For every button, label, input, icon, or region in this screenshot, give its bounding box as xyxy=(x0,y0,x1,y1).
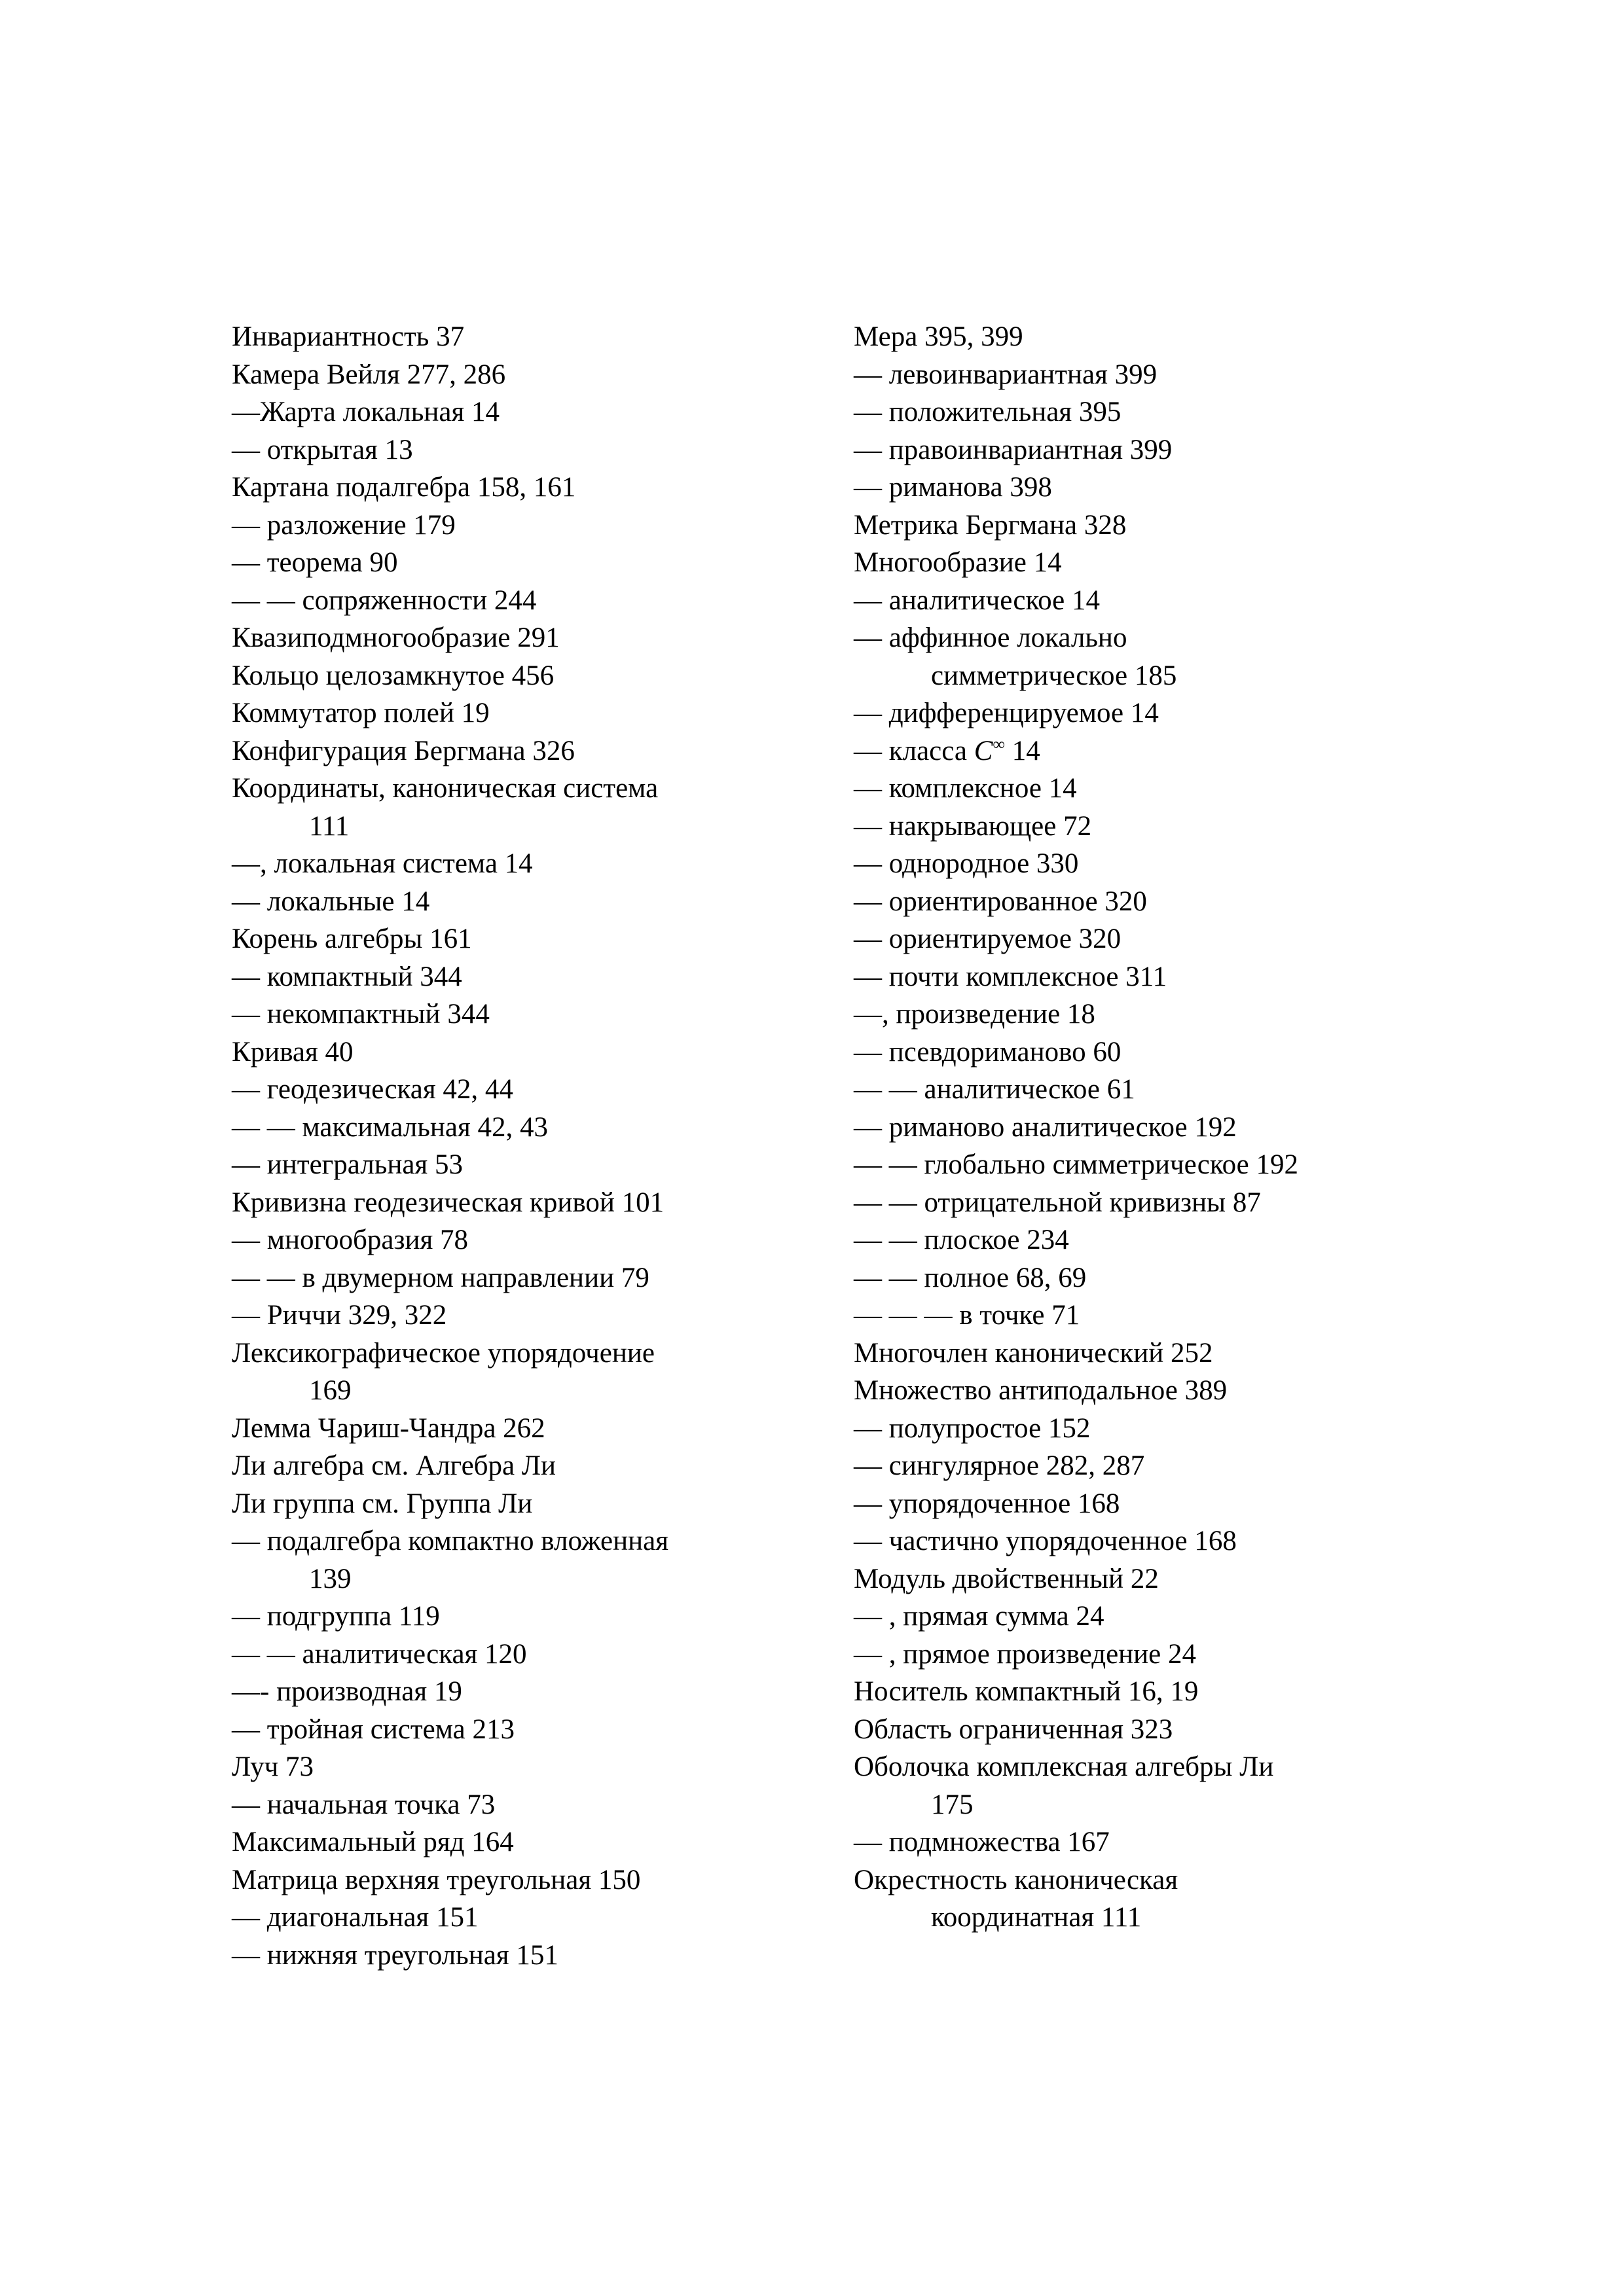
index-entry: Координаты, каноническая система xyxy=(232,773,659,804)
index-entry-continuation: 111 xyxy=(309,810,350,842)
index-entry: Метрика Бергмана 328 xyxy=(854,509,1127,541)
index-entry: Кривизна геодезическая кривой 101 xyxy=(232,1187,665,1218)
index-entry: — подмножества 167 xyxy=(854,1827,1110,1857)
index-entry: — — сопряженности 244 xyxy=(232,584,537,616)
index-entry: — — аналитическое 61 xyxy=(854,1074,1135,1105)
index-entry: Корень алгебры 161 xyxy=(232,924,472,954)
index-entry: — — отрицательной кривизны 87 xyxy=(854,1187,1261,1218)
index-entry: — риманова 398 xyxy=(854,472,1052,503)
index-entry: — ориентированное 320 xyxy=(854,886,1147,917)
index-entry: Камера Вейля 277, 286 xyxy=(232,359,506,390)
index-entry: Кривая 40 xyxy=(232,1036,354,1067)
index-entry: — положительная 395 xyxy=(854,397,1122,427)
index-entry: —, произведение 18 xyxy=(854,999,1095,1030)
index-entry: — псевдориманово 60 xyxy=(854,1036,1122,1067)
infinity-superscript: ∞ xyxy=(993,734,1005,754)
index-entry: — однородное 330 xyxy=(854,848,1079,879)
index-entry: — — глобально симметрическое 192 xyxy=(854,1149,1298,1180)
index-entry: — — полное 68, 69 xyxy=(854,1262,1087,1293)
index-entry: — геодезическая 42, 44 xyxy=(232,1074,513,1105)
index-entry: Максимальный ряд 164 xyxy=(232,1827,514,1857)
class-entry-prefix: — класса xyxy=(854,735,974,766)
index-entry: Мера 395, 399 xyxy=(854,321,1023,352)
index-entry: — левоинвариантная 399 xyxy=(854,359,1158,390)
index-entry: Инвариантность 37 xyxy=(232,321,465,352)
index-entry: — тройная система 213 xyxy=(232,1713,515,1745)
index-entry: — разложение 179 xyxy=(232,509,456,541)
index-entry: — аффинное локально xyxy=(854,622,1127,653)
index-entry: — правоинвариантная 399 xyxy=(854,434,1173,465)
index-entry: Ли алгебра см. Алгебра Ли xyxy=(232,1450,556,1481)
index-entry: — аналитическое 14 xyxy=(854,584,1101,616)
index-entry: Многочлен канонический 252 xyxy=(854,1337,1213,1369)
index-entry: Лемма Чариш-Чандра 262 xyxy=(232,1412,545,1444)
index-entry: — накрывающее 72 xyxy=(854,810,1092,842)
index-entry: — — плоское 234 xyxy=(854,1225,1069,1255)
index-entry: Лексикографическое упорядочение xyxy=(232,1337,655,1369)
index-entry: Картана подалгебра 158, 161 xyxy=(232,472,576,503)
index-entry-continuation: 175 xyxy=(931,1789,974,1820)
index-entry: —, локальная система 14 xyxy=(232,848,533,879)
index-column-right xyxy=(854,318,1430,1937)
index-entry: —- производная 19 xyxy=(232,1676,462,1707)
index-entry: — — в двумерном направлении 79 xyxy=(232,1262,649,1293)
index-entry: Носитель компактный 16, 19 xyxy=(854,1676,1199,1707)
index-entry: — , прямая сумма 24 xyxy=(854,1601,1104,1632)
index-entry: Множество антиподальное 389 xyxy=(854,1375,1228,1406)
index-entry: Модуль двойственный 22 xyxy=(854,1563,1159,1594)
index-entry: — нижняя треугольная 151 xyxy=(232,1939,558,1971)
index-entry: Луч 73 xyxy=(232,1751,314,1782)
index-entry: — — — в точке 71 xyxy=(854,1300,1080,1331)
index-entry: — компактный 344 xyxy=(232,961,462,992)
index-entry: Ли группа см. Группа Ли xyxy=(232,1488,533,1519)
index-entry: — ориентируемое 320 xyxy=(854,924,1122,954)
c-symbol: C xyxy=(974,735,993,766)
index-entry-continuation: 169 xyxy=(309,1375,352,1406)
index-entry: Квазиподмногообразие 291 xyxy=(232,622,560,653)
index-entry: —Жарта локальная 14 xyxy=(232,397,500,427)
index-entry-continuation: координатная 111 xyxy=(931,1902,1142,1933)
index-entry: — начальная точка 73 xyxy=(232,1789,496,1820)
index-entry: — риманово аналитическое 192 xyxy=(854,1111,1237,1143)
index-entry: — — максимальная 42, 43 xyxy=(232,1111,548,1143)
index-entry: — — аналитическая 120 xyxy=(232,1638,527,1670)
index-entry: Конфигурация Бергмана 326 xyxy=(232,735,575,766)
index-entry: Окрестность каноническая xyxy=(854,1864,1178,1895)
index-entry: — подгруппа 119 xyxy=(232,1601,440,1632)
index-column-left xyxy=(232,318,808,1974)
index-entry: — комплексное 14 xyxy=(854,773,1077,804)
index-entry: — подалгебра компактно вложенная xyxy=(232,1526,669,1556)
index-entry: — теорема 90 xyxy=(232,547,398,578)
index-entry: — полупростое 152 xyxy=(854,1412,1091,1444)
class-entry-page: 14 xyxy=(1004,735,1040,766)
index-entry: — дифференцируемое 14 xyxy=(854,698,1159,728)
index-entry: Кольцо целозамкнутое 456 xyxy=(232,660,555,691)
index-entry: Коммутатор полей 19 xyxy=(232,698,490,728)
index-entry: — некомпактный 344 xyxy=(232,999,490,1030)
index-entry: — интегральная 53 xyxy=(232,1149,463,1180)
index-entry: — многообразия 78 xyxy=(232,1225,469,1255)
index-entry: — сингулярное 282, 287 xyxy=(854,1450,1145,1481)
index-entry-class-c-infinity xyxy=(854,732,1430,770)
index-entry: Матрица верхняя треугольная 150 xyxy=(232,1864,641,1895)
index-entry: Многообразие 14 xyxy=(854,547,1062,578)
index-entry: Оболочка комплексная алгебры Ли xyxy=(854,1751,1274,1782)
index-entry: — открытая 13 xyxy=(232,434,413,465)
index-entry: — локальные 14 xyxy=(232,886,430,917)
index-entry: — диагональная 151 xyxy=(232,1902,479,1933)
index-entry-continuation: симметрическое 185 xyxy=(931,660,1177,691)
index-entry-continuation: 139 xyxy=(309,1563,352,1594)
index-entry: — почти комплексное 311 xyxy=(854,961,1167,992)
index-entry: — , прямое произведение 24 xyxy=(854,1638,1197,1670)
index-entry: Область ограниченная 323 xyxy=(854,1713,1173,1745)
index-entry: — частично упорядоченное 168 xyxy=(854,1526,1237,1556)
index-entry: — Риччи 329, 322 xyxy=(232,1300,447,1331)
index-entry: — упорядоченное 168 xyxy=(854,1488,1120,1519)
